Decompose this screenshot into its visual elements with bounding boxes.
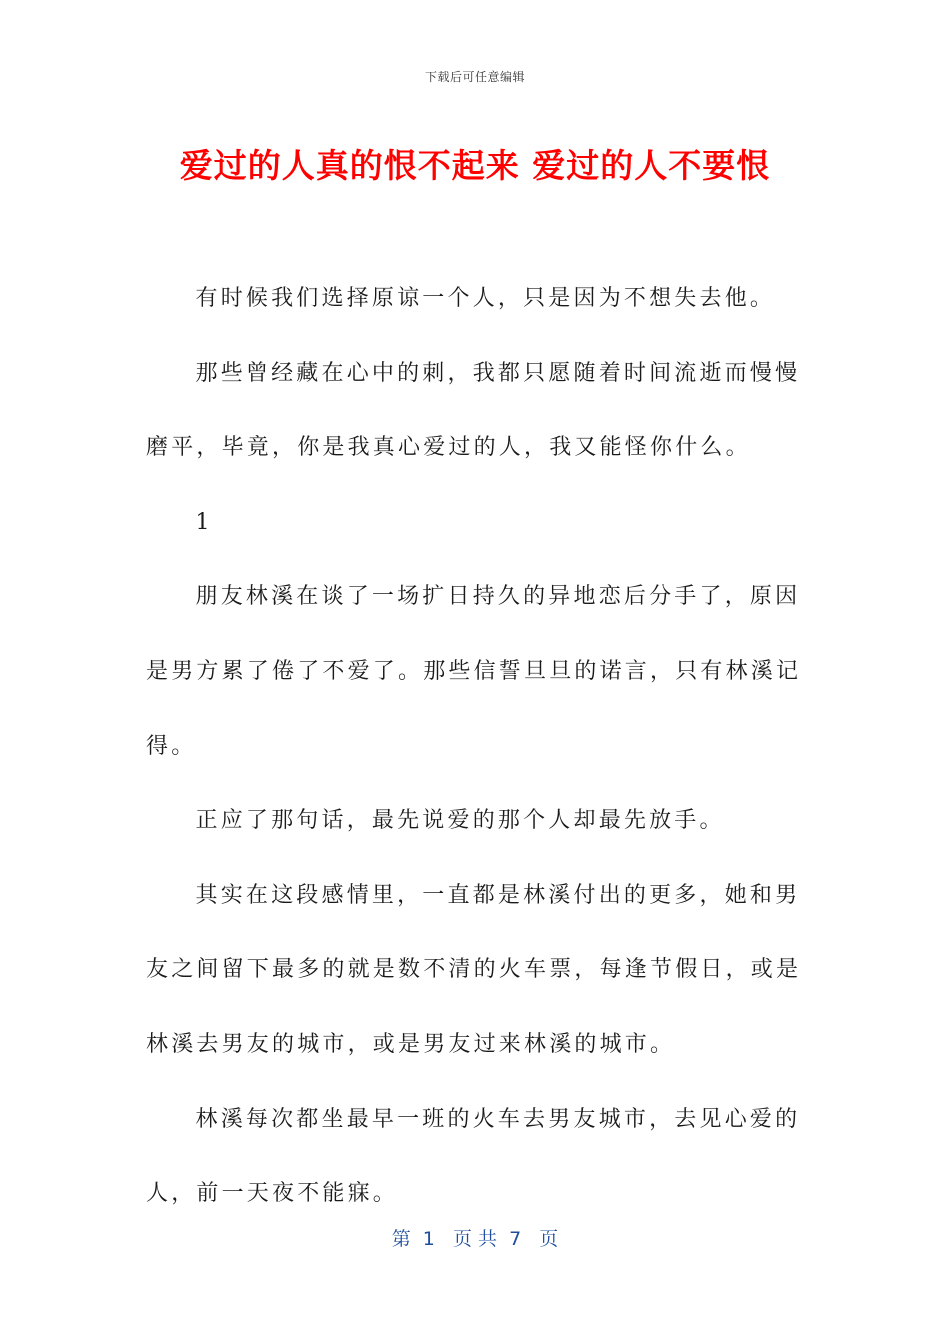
paragraph: 朋友林溪在谈了一场扩日持久的异地恋后分手了，原因是男方累了倦了不爱了。那些信誓旦旦的诺言，只有林溪记得。 xyxy=(146,584,802,759)
document-body xyxy=(146,262,806,1232)
paragraph: 林溪每次都坐最早一班的火车去男友城市，去见心爱的人，前一天夜不能寐。 xyxy=(146,1106,801,1207)
header-note: 下载后可任意编辑 xyxy=(424,70,525,84)
section-number: 1 xyxy=(195,509,213,535)
document-title: 爱过的人真的恨不起来 爱过的人不要恨 xyxy=(179,146,771,185)
paragraph: 正应了那句话，最先说爱的那个人却最先放手。 xyxy=(195,808,725,834)
page-number-footer: 第 1 页 共 7 页 xyxy=(391,1228,559,1250)
paragraph: 其实在这段感情里，一直都是林溪付出的更多，她和男友之间留下最多的就是数不清的火车票，每逢节假日，或是林溪去男友的城市，或是男友过来林溪的城市。 xyxy=(146,882,802,1057)
paragraph: 有时候我们选择原谅一个人，只是因为不想失去他。 xyxy=(195,286,776,311)
paragraph: 那些曾经藏在心中的刺，我都只愿随着时间流逝而慢慢磨平，毕竟，你是我真心爱过的人，我又能怪你什么。 xyxy=(146,360,801,461)
